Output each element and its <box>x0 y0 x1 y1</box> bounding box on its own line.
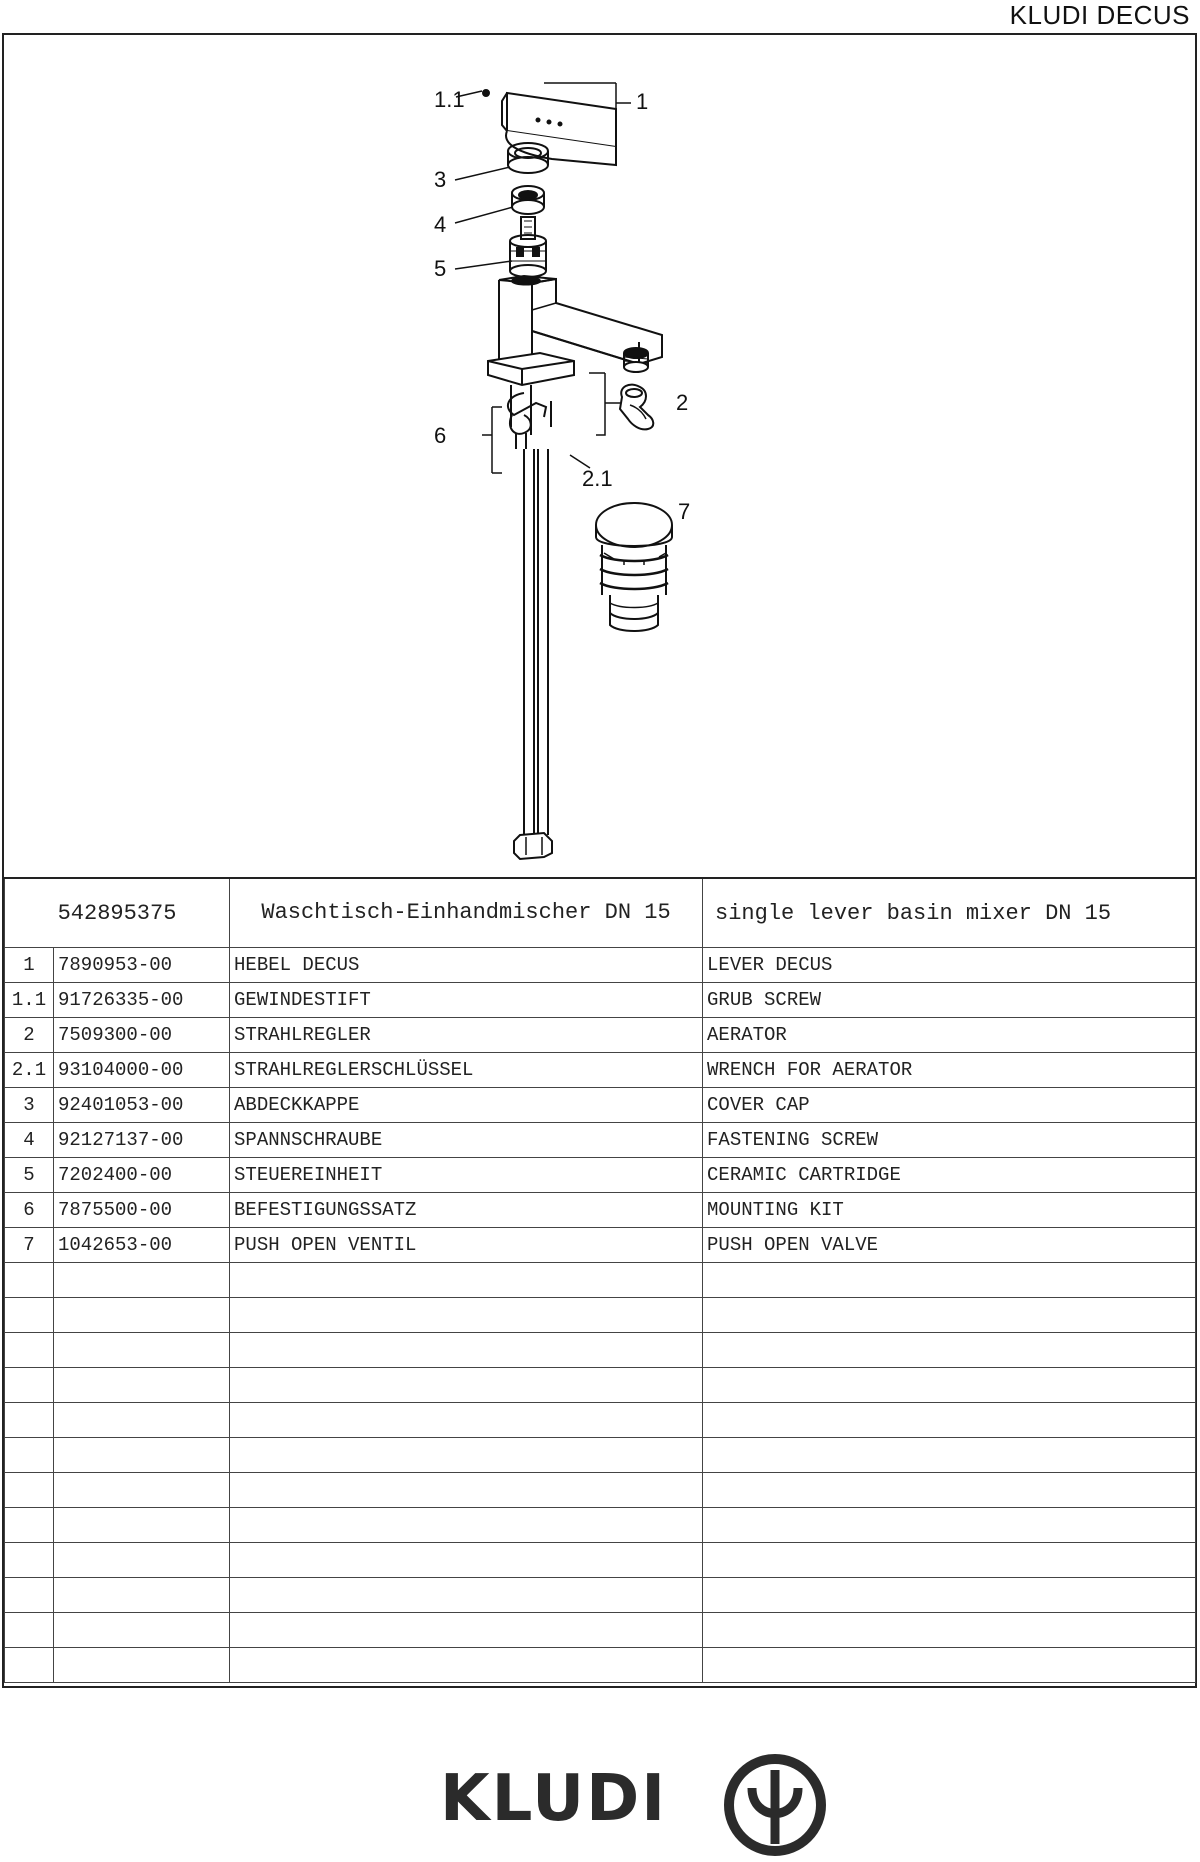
position-cell: 7 <box>5 1228 54 1263</box>
brand-wordmark: KLUDI <box>440 1762 667 1836</box>
empty-cell <box>5 1508 54 1543</box>
empty-cell <box>5 1333 54 1368</box>
empty-cell <box>5 1648 54 1683</box>
article-number-cell: 93104000-00 <box>54 1053 230 1088</box>
empty-table-row <box>5 1438 1196 1473</box>
callout-label: 1 <box>636 89 649 114</box>
empty-cell <box>703 1368 1196 1403</box>
table-row <box>5 1053 1196 1088</box>
callout-label: 3 <box>434 167 447 192</box>
description-de-cell: STEUEREINHEIT <box>230 1158 703 1193</box>
empty-table-row <box>5 1578 1196 1613</box>
product-number: 542895375 <box>5 878 230 948</box>
table-row <box>5 948 1196 983</box>
table-row <box>5 1228 1196 1263</box>
empty-table-row <box>5 1648 1196 1683</box>
empty-cell <box>54 1543 230 1578</box>
empty-cell <box>230 1543 703 1578</box>
table-row <box>5 1088 1196 1123</box>
empty-cell <box>5 1368 54 1403</box>
empty-cell <box>703 1543 1196 1578</box>
article-number-cell: 7875500-00 <box>54 1193 230 1228</box>
empty-cell <box>703 1508 1196 1543</box>
position-cell: 1.1 <box>5 983 54 1018</box>
empty-table-row <box>5 1368 1196 1403</box>
empty-cell <box>230 1508 703 1543</box>
empty-table-row <box>5 1403 1196 1438</box>
empty-cell <box>5 1578 54 1613</box>
description-en-cell: WRENCH FOR AERATOR <box>703 1053 1196 1088</box>
empty-cell <box>230 1403 703 1438</box>
table-row <box>5 1193 1196 1228</box>
mounting-kit-part <box>508 385 552 859</box>
table-row <box>5 983 1196 1018</box>
empty-cell <box>230 1333 703 1368</box>
fastening-screw-part <box>512 186 544 214</box>
empty-cell <box>703 1648 1196 1683</box>
description-de-cell: BEFESTIGUNGSSATZ <box>230 1193 703 1228</box>
empty-table-row <box>5 1298 1196 1333</box>
empty-cell <box>703 1613 1196 1648</box>
empty-cell <box>230 1438 703 1473</box>
empty-table-row <box>5 1508 1196 1543</box>
empty-cell <box>54 1298 230 1333</box>
article-number-cell: 7202400-00 <box>54 1158 230 1193</box>
empty-cell <box>230 1368 703 1403</box>
description-de-cell: GEWINDESTIFT <box>230 983 703 1018</box>
position-cell: 5 <box>5 1158 54 1193</box>
empty-table-row <box>5 1613 1196 1648</box>
article-number-cell: 7509300-00 <box>54 1018 230 1053</box>
position-cell: 6 <box>5 1193 54 1228</box>
empty-table-row <box>5 1543 1196 1578</box>
empty-cell <box>230 1473 703 1508</box>
article-number-cell: 1042653-00 <box>54 1228 230 1263</box>
callout-label: 6 <box>434 423 447 448</box>
description-en-cell: AERATOR <box>703 1018 1196 1053</box>
empty-table-row <box>5 1263 1196 1298</box>
aerator-wrench-part <box>620 385 653 430</box>
position-cell: 3 <box>5 1088 54 1123</box>
empty-cell <box>54 1473 230 1508</box>
empty-cell <box>703 1263 1196 1298</box>
empty-cell <box>5 1403 54 1438</box>
description-en-cell: MOUNTING KIT <box>703 1193 1196 1228</box>
empty-cell <box>703 1333 1196 1368</box>
empty-cell <box>54 1403 230 1438</box>
kludi-emblem-icon <box>722 1752 828 1858</box>
empty-table-row <box>5 1473 1196 1508</box>
callout-label: 7 <box>678 499 691 524</box>
description-en-cell: FASTENING SCREW <box>703 1123 1196 1158</box>
empty-table-row <box>5 1333 1196 1368</box>
lever-part <box>483 83 631 165</box>
product-name-en: single lever basin mixer DN 15 <box>703 878 1196 948</box>
empty-cell <box>230 1263 703 1298</box>
position-cell: 1 <box>5 948 54 983</box>
empty-cell <box>54 1368 230 1403</box>
empty-cell <box>703 1578 1196 1613</box>
push-open-valve-part <box>596 503 672 631</box>
description-en-cell: LEVER DECUS <box>703 948 1196 983</box>
description-de-cell: STRAHLREGLERSCHLÜSSEL <box>230 1053 703 1088</box>
article-number-cell: 7890953-00 <box>54 948 230 983</box>
callout-label: 5 <box>434 256 447 281</box>
empty-cell <box>703 1438 1196 1473</box>
empty-cell <box>230 1578 703 1613</box>
table-row <box>5 1158 1196 1193</box>
empty-cell <box>54 1438 230 1473</box>
description-de-cell: SPANNSCHRAUBE <box>230 1123 703 1158</box>
description-de-cell: ABDECKKAPPE <box>230 1088 703 1123</box>
empty-cell <box>54 1263 230 1298</box>
empty-cell <box>230 1298 703 1333</box>
empty-cell <box>54 1578 230 1613</box>
article-number-cell: 92127137-00 <box>54 1123 230 1158</box>
description-en-cell: COVER CAP <box>703 1088 1196 1123</box>
description-de-cell: HEBEL DECUS <box>230 948 703 983</box>
empty-cell <box>703 1298 1196 1333</box>
parts-list-table <box>4 877 1196 1683</box>
empty-cell <box>54 1648 230 1683</box>
callout-label: 2 <box>676 390 689 415</box>
empty-cell <box>54 1333 230 1368</box>
empty-cell <box>5 1473 54 1508</box>
empty-cell <box>230 1648 703 1683</box>
table-row <box>5 1018 1196 1053</box>
empty-cell <box>5 1543 54 1578</box>
description-en-cell: PUSH OPEN VALVE <box>703 1228 1196 1263</box>
callout-label: 2.1 <box>582 466 613 491</box>
empty-cell <box>5 1438 54 1473</box>
callout-label: 4 <box>434 212 447 237</box>
table-row <box>5 1123 1196 1158</box>
empty-cell <box>230 1613 703 1648</box>
description-de-cell: PUSH OPEN VENTIL <box>230 1228 703 1263</box>
empty-cell <box>54 1508 230 1543</box>
description-de-cell: STRAHLREGLER <box>230 1018 703 1053</box>
cartridge-part <box>510 217 546 277</box>
empty-cell <box>5 1613 54 1648</box>
empty-cell <box>5 1298 54 1333</box>
product-name-de: Waschtisch-Einhandmischer DN 15 <box>230 878 703 948</box>
article-number-cell: 91726335-00 <box>54 983 230 1018</box>
position-cell: 2.1 <box>5 1053 54 1088</box>
empty-cell <box>703 1473 1196 1508</box>
description-en-cell: CERAMIC CARTRIDGE <box>703 1158 1196 1193</box>
exploded-view-drawing <box>4 35 1195 877</box>
position-cell: 4 <box>5 1123 54 1158</box>
drawing-frame <box>2 33 1197 1688</box>
position-cell: 2 <box>5 1018 54 1053</box>
description-en-cell: GRUB SCREW <box>703 983 1196 1018</box>
callout-label: 1.1 <box>434 87 465 112</box>
table-header-row <box>5 878 1196 948</box>
empty-cell <box>703 1403 1196 1438</box>
empty-cell <box>5 1263 54 1298</box>
empty-cell <box>54 1613 230 1648</box>
document-title: KLUDI DECUS <box>1009 0 1190 30</box>
article-number-cell: 92401053-00 <box>54 1088 230 1123</box>
